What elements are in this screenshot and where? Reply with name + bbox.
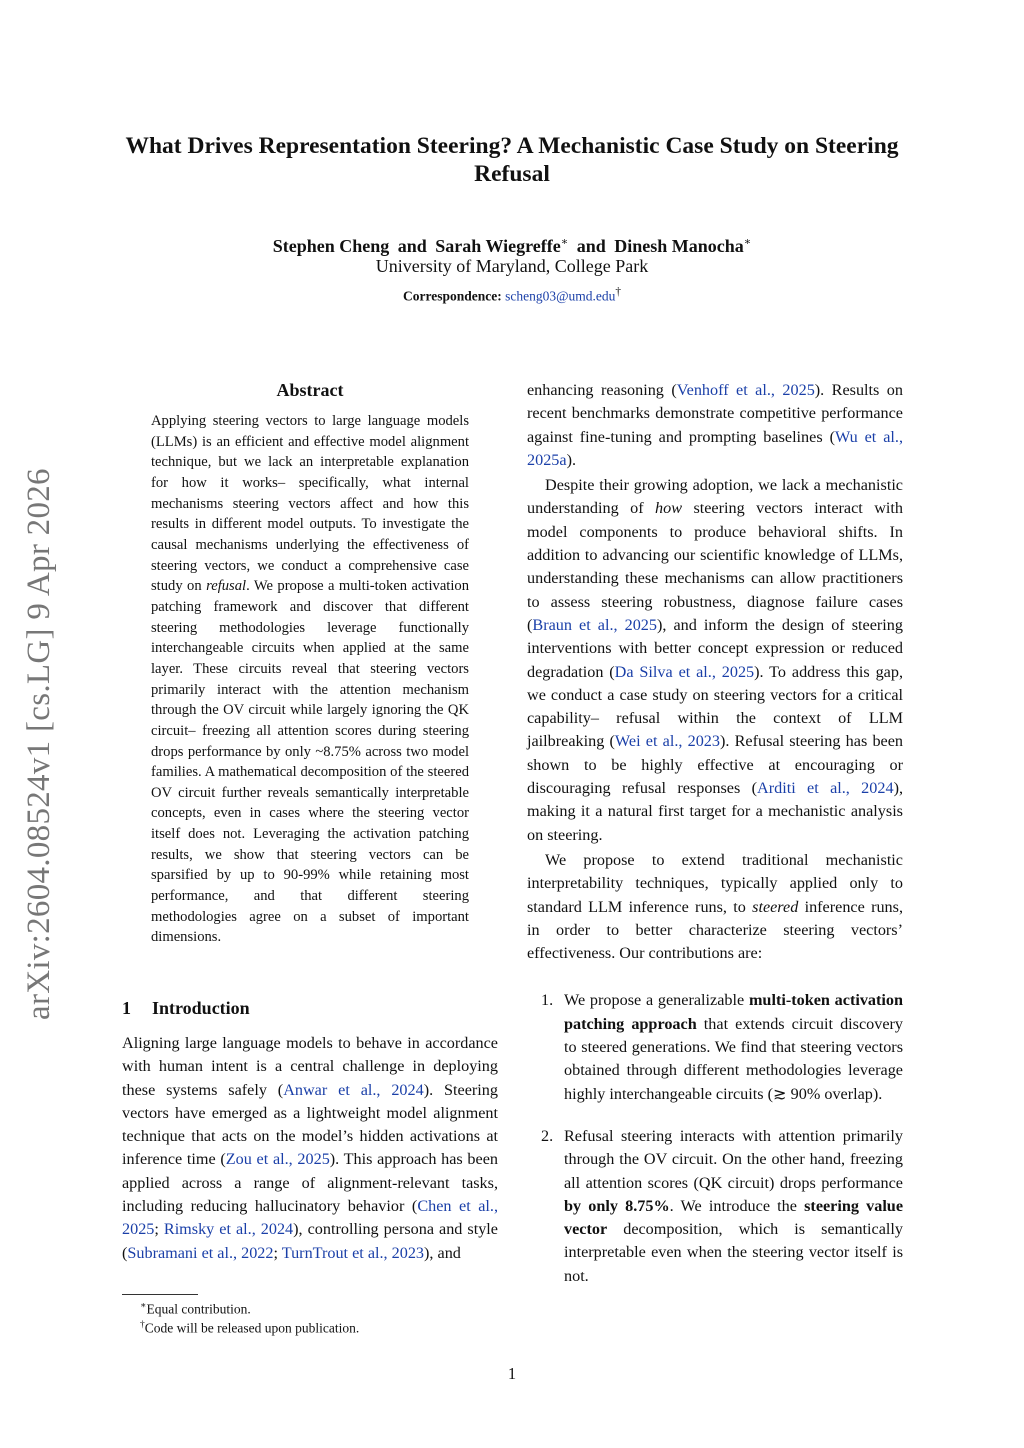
body-text: ).	[566, 450, 576, 469]
citation-link[interactable]: Anwar et al., 2024	[283, 1080, 424, 1099]
body-text: enhancing reasoning (	[527, 381, 677, 399]
author-separator: and	[397, 236, 427, 256]
citation-link[interactable]: Venhoff et al., 2025	[676, 381, 815, 399]
citation-link[interactable]: Chen et al., 2025	[122, 1197, 498, 1239]
abstract-part: Applying steering vectors to large language models (LLMs) is an efficient and effective model alignment technique, but we lack an interpretable explanation for how it works– specifically, what internal mechanisms steering vectors affect and how this results in different model outputs. To investigate the causal mechanisms underlying the effectiveness of steering vectors, we conduct a comprehensive case study on	[151, 413, 469, 595]
abstract-emphasis: refusal	[206, 578, 247, 595]
author-separator: and	[576, 236, 606, 256]
body-text: decomposition, which is semantically interpretable even when the steering vector itself is not.	[564, 1220, 903, 1285]
author-name: Stephen Cheng	[272, 236, 390, 256]
body-paragraph	[527, 474, 903, 847]
list-marker: 1.	[541, 991, 554, 1010]
citation-link[interactable]: TurnTrout et al., 2023	[281, 1243, 425, 1262]
author-mark: ∗	[743, 236, 752, 248]
abstract-heading: Abstract	[276, 380, 344, 400]
section-number: 1	[122, 998, 131, 1018]
correspondence-mark: †	[615, 286, 622, 298]
author-mark: ∗	[560, 236, 569, 248]
citation-link[interactable]: Arditi et al., 2024	[757, 779, 894, 798]
citation-link[interactable]: Rimsky et al., 2024	[163, 1220, 294, 1239]
body-text: ;	[273, 1243, 282, 1262]
correspondence	[100, 283, 924, 306]
list-item	[527, 1125, 903, 1288]
affiliation: University of Maryland, College Park	[375, 256, 649, 276]
body-text: ). To address this gap, we conduct a case study on steering vectors for a critical capability– refusal within the context of LLM jailbreaking (	[527, 662, 903, 751]
footnote-text: Equal contribution.	[146, 1301, 251, 1317]
math-inline: ≳ 90%	[773, 1084, 821, 1103]
abstract-text	[151, 411, 469, 948]
body-text: We propose to extend traditional mechanistic interpretability techniques, typically applied only to standard LLM inference runs, to	[527, 850, 903, 916]
author-name: Dinesh Manocha	[614, 236, 744, 256]
footnote-mark: †	[140, 1320, 145, 1330]
body-text: Aligning large language models to behave in accordance with human intent is a central challenge in deploying these systems safely (	[122, 1034, 498, 1099]
footnote-rule	[122, 1294, 198, 1295]
footnote	[140, 1316, 359, 1338]
body-emphasis: how	[655, 499, 683, 518]
body-text: ). Refusal steering has been shown to be highly effective at encouraging or discouraging refusal responses (	[527, 732, 904, 798]
section-title: Introduction	[152, 998, 250, 1018]
list-marker: 2.	[541, 1126, 554, 1145]
body-text: We propose a generalizable	[564, 991, 749, 1010]
body-text: overlap).	[820, 1084, 883, 1103]
body-text: Despite their growing adoption, we lack a mechanistic understanding of	[527, 476, 903, 518]
list-item-text	[564, 989, 903, 1105]
footnote-text: Code will be released upon publication.	[144, 1320, 360, 1336]
body-bold: multi-token activation patching approach	[564, 991, 903, 1033]
body-emphasis: steered	[752, 897, 799, 916]
abstract-part: . We propose a multi-token activation patching framework and discover that different steering methodologies leverage functionally interchangeable circuits when applied at the same layer. These circuits reveal that steering vectors primarily interact with the attention mechanism through the OV circuit while largely ignoring the QK circuit– freezing all attention scores during steering drops performance by only ~8.75% across two model families. A mathematical decomposition of the steered OV circuit further reveals semantically interpretable concepts, even in cases where the steering vector itself does not. Leveraging the activation patching results, we show that steering vectors can be sparsified by up to 90-99% while retaining most performance, and that different steering methodologies agree on a subset of important dimensions.	[151, 578, 470, 946]
citation-link[interactable]: Braun et al., 2025	[532, 615, 657, 634]
citation-link[interactable]: Da Silva et al., 2025	[614, 662, 755, 681]
citation-link[interactable]: Wu et al., 2025a	[527, 427, 904, 469]
footnote-mark: ∗	[140, 1301, 147, 1311]
body-paragraph	[527, 849, 903, 965]
body-text: that extends circuit discovery to steered generations. We find that steering vectors obtained through different methodologies leverage highly interchangeable circuits (	[564, 1014, 904, 1103]
citation-link[interactable]: Zou et al., 2025	[225, 1150, 330, 1169]
right-column	[527, 379, 903, 1307]
body-text: ). Results on recent benchmarks demonstrate competitive performance against fine-tuning and prompting baselines (	[527, 381, 903, 446]
body-text: Refusal steering interacts with attention primarily through the OV circuit. On the other hand, freezing all attention scores (QK circuit) drops performance	[564, 1126, 903, 1192]
body-text: ). Steering vectors have emerged as a lightweight model alignment technique that acts on the model’s hidden activations at inference time (	[122, 1080, 498, 1169]
body-text: . We introduce the	[669, 1196, 805, 1215]
author-name: Sarah Wiegreffe	[435, 236, 561, 256]
body-text: inference runs, in order to better characterize steering vectors’ effectiveness. Our contributions are:	[527, 897, 903, 963]
body-text: steering vectors interact with model components to produce behavioral shifts. In addition to advancing our scientific knowledge of LLMs, understanding these mechanisms can allow practitioners to assess steering robustness, diagnose failure cases (	[527, 499, 903, 634]
body-paragraph	[527, 379, 903, 472]
citation-link[interactable]: Wei et al., 2023	[614, 732, 720, 751]
body-text: ), making it a natural first target for a mechanistic analysis on steering.	[527, 779, 903, 844]
paper-title: What Drives Representation Steering? A Mechanistic Case Study on Steering Refusal	[125, 133, 899, 187]
body-text: ). This approach has been applied across a range of alignment-relevant tasks, including reducing hallucinatory behavior (	[122, 1150, 498, 1216]
page-number: 1	[507, 1364, 517, 1383]
body-text: ), controlling persona and style (	[122, 1220, 498, 1262]
body-text: ;	[154, 1220, 164, 1239]
list-item-text	[564, 1125, 903, 1288]
introduction-paragraph	[122, 1032, 498, 1265]
body-bold: steering value vector	[564, 1196, 903, 1239]
correspondence-label: Correspondence:	[402, 288, 502, 304]
body-text: ), and	[424, 1243, 461, 1262]
list-item	[527, 989, 903, 1105]
citation-link[interactable]: Subramani et al., 2022	[127, 1243, 274, 1262]
author-list	[100, 231, 924, 257]
arxiv-stamp: arXiv:2604.08524v1 [cs.LG] 9 Apr 2026	[21, 468, 57, 1020]
contribution-list	[527, 989, 903, 1288]
body-text: ), and inform the design of steering interventions with better concept expression or reduced degradation (	[527, 615, 903, 681]
section-heading-introduction	[122, 997, 250, 1019]
body-bold: by only 8.75%	[564, 1196, 670, 1215]
correspondence-email-link[interactable]: scheng03@umd.edu	[505, 288, 616, 304]
